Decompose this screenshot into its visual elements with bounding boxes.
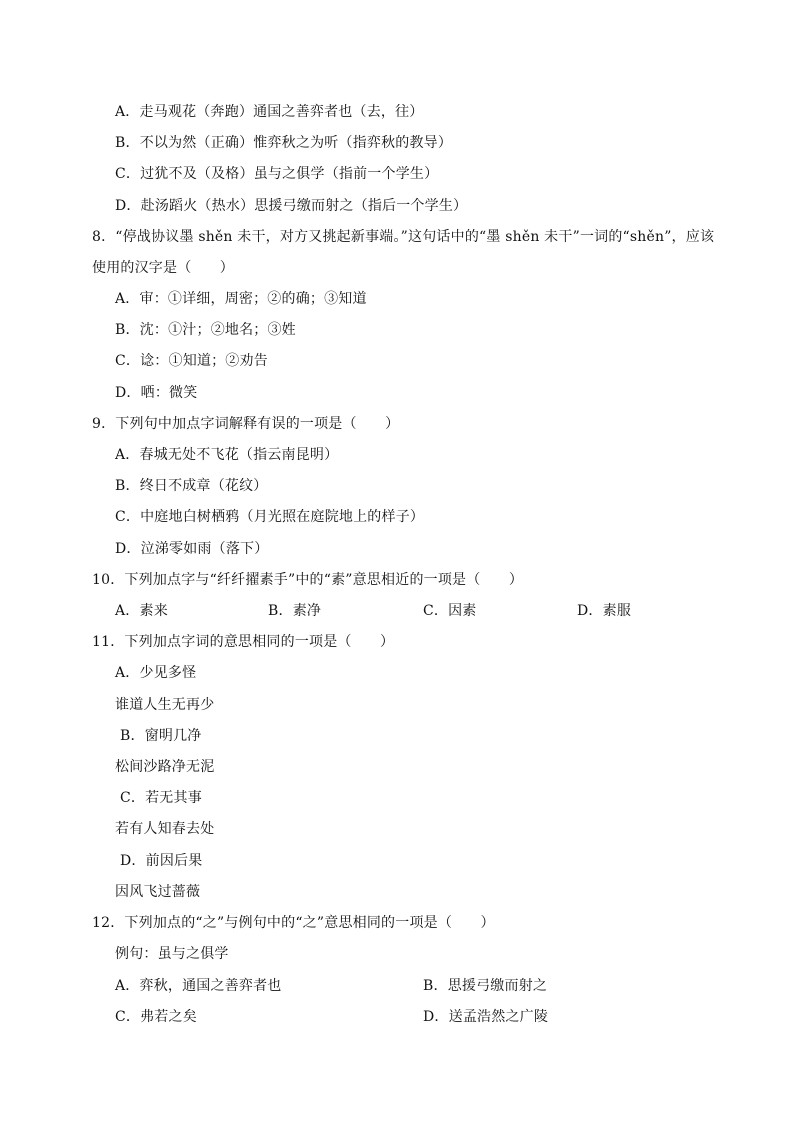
q9-option-a: A．春城无处不飞花（指云南昆明）: [115, 447, 339, 463]
q8-option-a: A．审：①详细，周密；②的确；③知道: [115, 291, 367, 307]
q7-option-a: A．走马观花（奔跑）通国之善弈者也（去，往）: [115, 104, 424, 120]
q11-option-c: C．若无其事: [120, 790, 202, 806]
q10-stem: 10．下列加点字与“纤纤擢素手”中的“素”意思相近的一项是（ ）: [92, 572, 524, 588]
q11-option-a-compare: 谁道人生无再少: [115, 697, 215, 713]
q9-option-d: D．泣涕零如雨（落下）: [115, 541, 269, 557]
q12-example: 例句：虽与之俱学: [115, 946, 229, 962]
q12-option-b: B．思援弓缴而射之: [423, 978, 548, 994]
q8-option-c: C．谂：①知道；②劝告: [115, 353, 268, 369]
q10-option-a: A．素来: [115, 603, 168, 619]
q7-option-d: D．赴汤蹈火（热水）思援弓缴而射之（指后一个学生）: [115, 198, 468, 214]
q11-option-b: B．窗明几净: [120, 728, 202, 744]
q7-option-b: B．不以为然（正确）惟弈秋之为听（指弈秋的教导）: [115, 135, 453, 151]
q11-option-d-compare: 因风飞过蔷薇: [115, 884, 201, 900]
q11-stem: 11．下列加点字词的意思相同的一项是（ ）: [92, 634, 395, 650]
q11-option-c-compare: 若有人知春去处: [115, 821, 215, 837]
q9-option-c: C．中庭地白树栖鸦（月光照在庭院地上的样子）: [115, 509, 425, 525]
q10-option-d: D．素服: [577, 603, 632, 619]
q10-option-c: C．因素: [423, 603, 477, 619]
q12-option-a: A．弈秋，通国之善弈者也: [115, 978, 282, 994]
q11-option-a: A．少见多怪: [115, 665, 197, 681]
q8-option-d: D．哂：微笑: [115, 385, 198, 401]
q8-stem-line1: 8．“停战协议墨 shěn 未干，对方又挑起新事端。”这句话中的“墨 shěn 未干”一词的“shěn”，应该: [92, 229, 715, 245]
q8-option-b: B．沈：①汁；②地名；③姓: [115, 322, 296, 338]
q9-stem: 9．下列句中加点字词解释有误的一项是（ ）: [92, 416, 400, 432]
q12-stem: 12．下列加点的“之”与例句中的“之”意思相同的一项是（ ）: [92, 915, 495, 931]
q11-option-b-compare: 松间沙路净无泥: [115, 759, 215, 775]
q9-option-b: B．终日不成章（花纹）: [115, 478, 268, 494]
q11-option-d: D．前因后果: [120, 853, 203, 869]
q12-option-c: C．弗若之矣: [115, 1009, 197, 1025]
q12-option-d: D．送孟浩然之广陵: [423, 1009, 549, 1025]
q10-option-b: B．素净: [268, 603, 322, 619]
q7-option-c: C．过犹不及（及格）虽与之俱学（指前一个学生）: [115, 166, 439, 182]
q8-stem-line2: 使用的汉字是（ ）: [92, 260, 234, 276]
